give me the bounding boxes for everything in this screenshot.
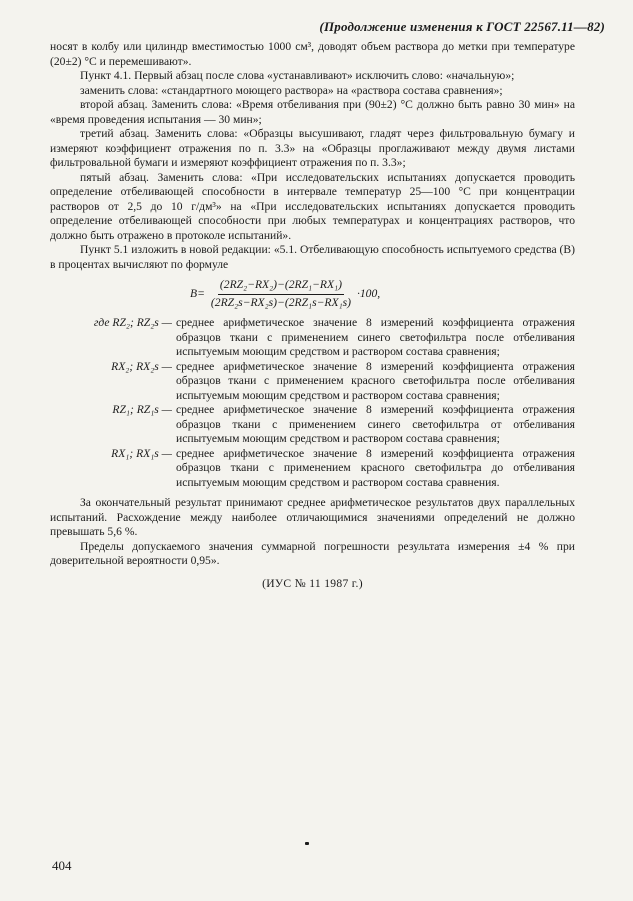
paragraph-error-limits: Пределы допускаемого значения суммарной погрешности результата измерения ±4 % при доверительной вероятности 0,95». bbox=[50, 539, 575, 567]
definition-row bbox=[50, 403, 575, 447]
source-reference: (ИУС № 11 1987 г.) bbox=[262, 576, 363, 590]
page-number: 404 bbox=[52, 858, 72, 873]
paragraph-fifth-abzac: пятый абзац. Заменить слова: «При исследовательских испытаниях допускается проводить определение отбеливающей способности в интервале температур 25—100 °С при концентрации растворов от 2,5 до 10 г/дм³» на «При исследовательских испытаниях допускается проводить определение отбеливающей способности при любых температурах и концентрациях растворов, что должно быть отражено в протоколе испытаний». bbox=[50, 170, 575, 242]
paragraph-continuation: носят в колбу или цилиндр вместимостью 1000 см³, доводят объем раствора до метки при температуре (20±2) °С и перемешивают». bbox=[50, 40, 575, 68]
definition-row bbox=[50, 316, 575, 360]
definition-row bbox=[50, 447, 575, 491]
definition-text: среднее арифметическое значение 8 измерений коэффициента отражения образцов ткани с применением красного светофильтра до отбеливания испытуемым моющим средством и раствором состава сравнения. bbox=[176, 446, 575, 489]
definition-symbol: где RZ₂; RZ₂s — bbox=[93, 316, 172, 329]
definition-text: среднее арифметическое значение 8 измерений коэффициента отражения образцов ткани с применением красного светофильтра после отбеливания испытуемым моющим средством и раствором состава сравнения; bbox=[176, 359, 575, 402]
definition-text: среднее арифметическое значение 8 измерений коэффициента отражения образцов ткани с применением синего светофильтра от отбеливания испытуемым моющим средством и раствором состава сравнения; bbox=[176, 403, 575, 445]
formula bbox=[190, 278, 575, 310]
formula-fraction bbox=[209, 278, 353, 310]
paragraph-item-5-1: Пункт 5.1 изложить в новой редакции: «5.1. Отбеливающую способность испытуемого средства (B) в процентах вычисляют по формуле bbox=[50, 243, 575, 271]
definition-symbol: RZ₁; RZ₁s — bbox=[112, 403, 172, 416]
definition-text: среднее арифметическое значение 8 измерений коэффициента отражения образцов ткани с применением синего светофильтра после отбеливания испытуемым моющим средством и раствором состава сравнения; bbox=[176, 316, 575, 358]
document-body bbox=[50, 40, 575, 591]
definition-row bbox=[50, 360, 575, 404]
paragraph-item-4-1: Пункт 4.1. Первый абзац после слова «устанавливают» исключить слово: «начальную»; bbox=[80, 69, 515, 82]
formula-denominator: (2RZ₂s−RX₂s)−(2RZ₁s−RX₁s) bbox=[210, 295, 351, 309]
paragraph-second-abzac: второй абзац. Заменить слова: «Время отбеливания при (90±2) °С должно быть равно 30 мин» на «время проведения испытания — 30 мин»; bbox=[50, 98, 575, 126]
paragraph-replace-solution: заменить слова: «стандартного моющего раствора» на «раствора состава сравнения»; bbox=[80, 83, 503, 97]
definition-symbol: RX₂; RX₂s — bbox=[111, 359, 172, 373]
variable-definitions bbox=[50, 316, 575, 490]
formula-rhs: ·100, bbox=[356, 286, 381, 300]
print-mark bbox=[305, 842, 309, 845]
formula-numerator: (2RZ₂−RX₂)−(2RZ₁−RX₁) bbox=[218, 278, 344, 295]
paragraph-final-result: За окончательный результат принимают среднее арифметическое результатов двух параллельных испытаний. Расхождение между наиболее отличающимися значениями определений не должно превышать 5,6 %. bbox=[50, 496, 575, 538]
formula-lhs: B= bbox=[190, 286, 205, 300]
running-header: (Продолжение изменения к ГОСТ 22567.11—82) bbox=[319, 19, 605, 34]
definition-symbol: RX₁; RX₁s — bbox=[111, 446, 172, 460]
paragraph-third-abzac: третий абзац. Заменить слова: «Образцы высушивают, гладят через фильтровальную бумагу и измеряют коэффициент отражения по п. 3.3» на «Образцы проглаживают между двумя листами фильтровальной бумаги и измеряют коэффициент отражения по п. 3.3»; bbox=[50, 127, 575, 169]
